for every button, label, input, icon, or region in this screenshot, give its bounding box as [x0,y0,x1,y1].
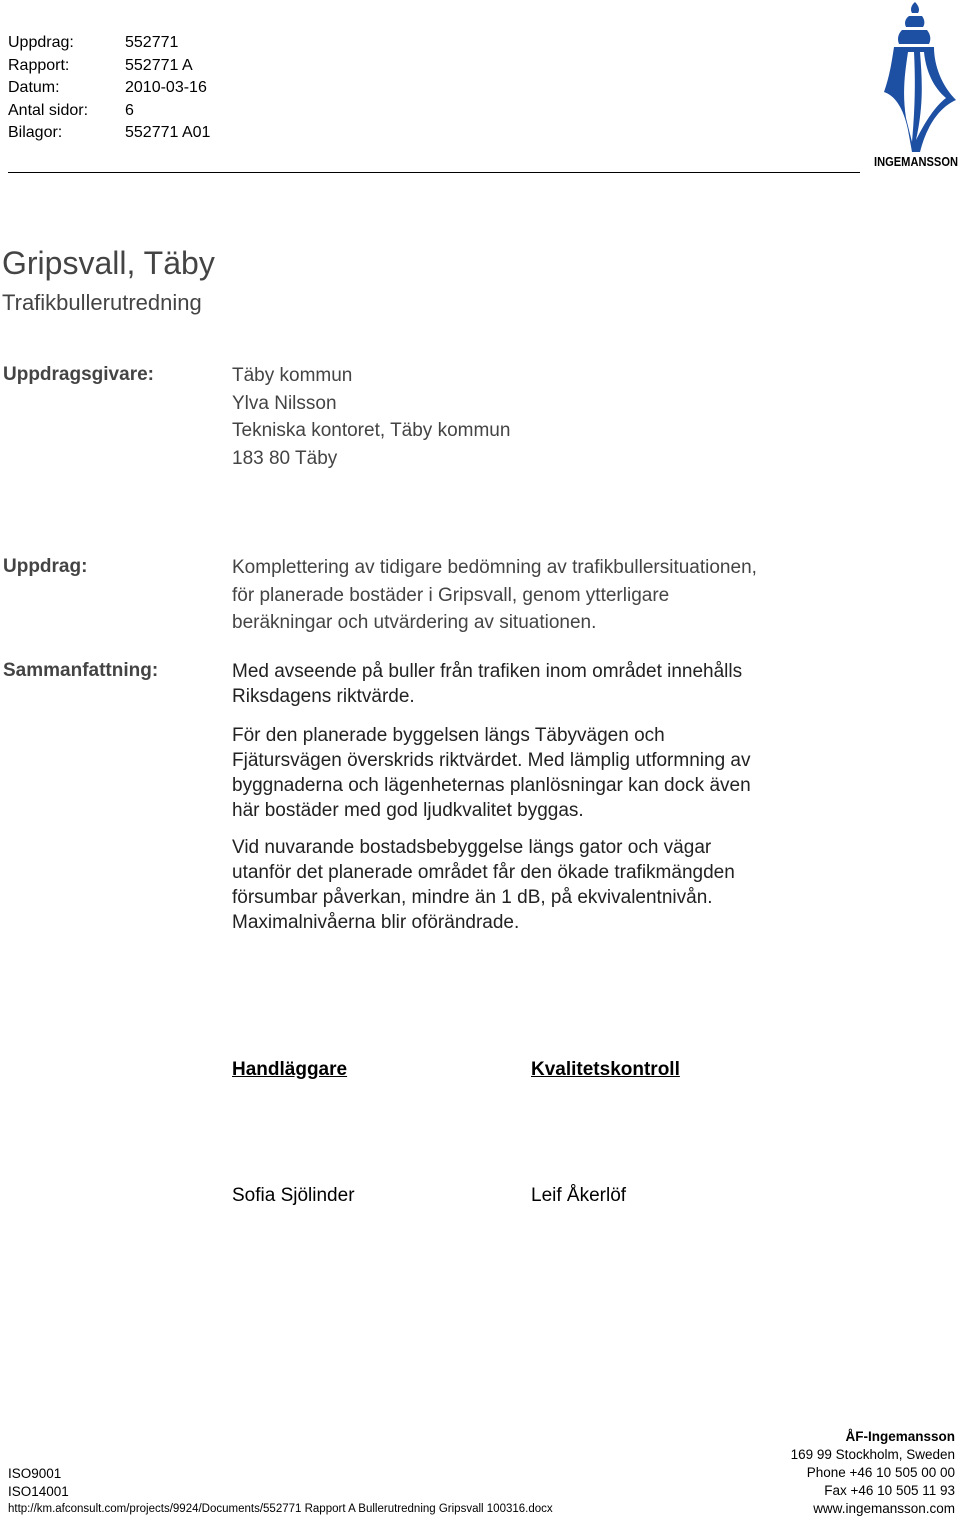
header-divider [8,172,860,173]
company-name: ÅF-Ingemansson [845,1429,955,1444]
company-phone: Phone +46 10 505 00 00 [806,1465,955,1480]
summary-line: Med avseende på buller från trafiken inom området innehålls [232,661,743,682]
ingemansson-logo [872,0,960,172]
client-line: Tekniska kontoret, Täby kommun [232,420,511,441]
summary-line: Maximalnivåerna blir oförändrade. [232,912,520,933]
quality-control-name: Leif Åkerlöf [531,1185,627,1206]
client-line: Täby kommun [232,365,353,386]
summary-line: här bostäder med god ljudkvalitet byggas. [232,800,584,821]
client-line: Ylva Nilsson [232,392,337,414]
summary-line: försumbar påverkan, mindre än 1 dB, på ekvivalentnivån. [232,887,713,908]
summary-label: Sammanfattning: [3,660,159,681]
summary-line: För den planerade byggelsen längs Täbyvägen och [232,725,665,746]
summary-paragraph-3 [232,835,862,935]
quality-control-heading: Kvalitetskontroll [531,1059,680,1080]
assignment-label: Uppdrag: [3,556,88,577]
meta-row-date: Datum: 2010-03-16 [8,79,207,96]
assignment-line: för planerade bostäder i Gripsvall, genom ytterligare [232,584,670,606]
iso-item: ISO9001 [8,1466,62,1481]
summary-line: Riksdagens riktvärde. [232,686,415,707]
client-details [232,362,852,472]
company-fax: Fax +46 10 505 11 93 [824,1483,955,1498]
summary-paragraph-2 [232,723,862,823]
client-label: Uppdragsgivare: [3,364,154,385]
summary-line: Vid nuvarande bostadsbebyggelse längs gator och vägar [232,837,712,858]
assignment-line: Komplettering av tidigare bedömning av trafikbullersituationen, [232,557,757,578]
summary-line: utanför det planerade området får den ökade trafikmängden [232,862,735,883]
handler-heading: Handläggare [232,1059,348,1080]
document-path: http://km.afconsult.com/projects/9924/Documents/552771 Rapport A Bullerutredning Gripsvall 100316.docx [8,1503,553,1515]
meta-row-appendix: Bilagor: 552771 A01 [8,124,211,141]
company-address: 169 99 Stockholm, Sweden [790,1447,955,1462]
meta-row-assignment: Uppdrag: 552771 [8,34,179,51]
report-meta [8,32,210,145]
report-title: Gripsvall, Täby [2,245,215,281]
assignment-text [232,554,852,637]
summary-line: byggnaderna och lägenheternas planlösningar kan dock även [232,775,751,796]
meta-row-pages: Antal sidor: 6 [8,101,134,119]
company-website[interactable]: www.ingemansson.com [813,1501,955,1516]
company-contact [791,1428,955,1518]
iso-item: ISO14001 [8,1484,69,1499]
logo-wordmark: INGEMANSSON [874,155,958,169]
summary-paragraph-1 [232,659,862,709]
report-subtitle: Trafikbullerutredning [2,290,202,315]
iso-certifications [8,1465,69,1501]
summary-line: Fjätursvägen överskrids riktvärdet. Med lämplig utformning av [232,750,751,771]
assignment-line: beräkningar och utvärdering av situationen. [232,612,597,633]
meta-row-report: Rapport: 552771 A [8,56,193,74]
client-line: 183 80 Täby [232,447,338,469]
handler-name: Sofia Sjölinder [232,1185,355,1206]
